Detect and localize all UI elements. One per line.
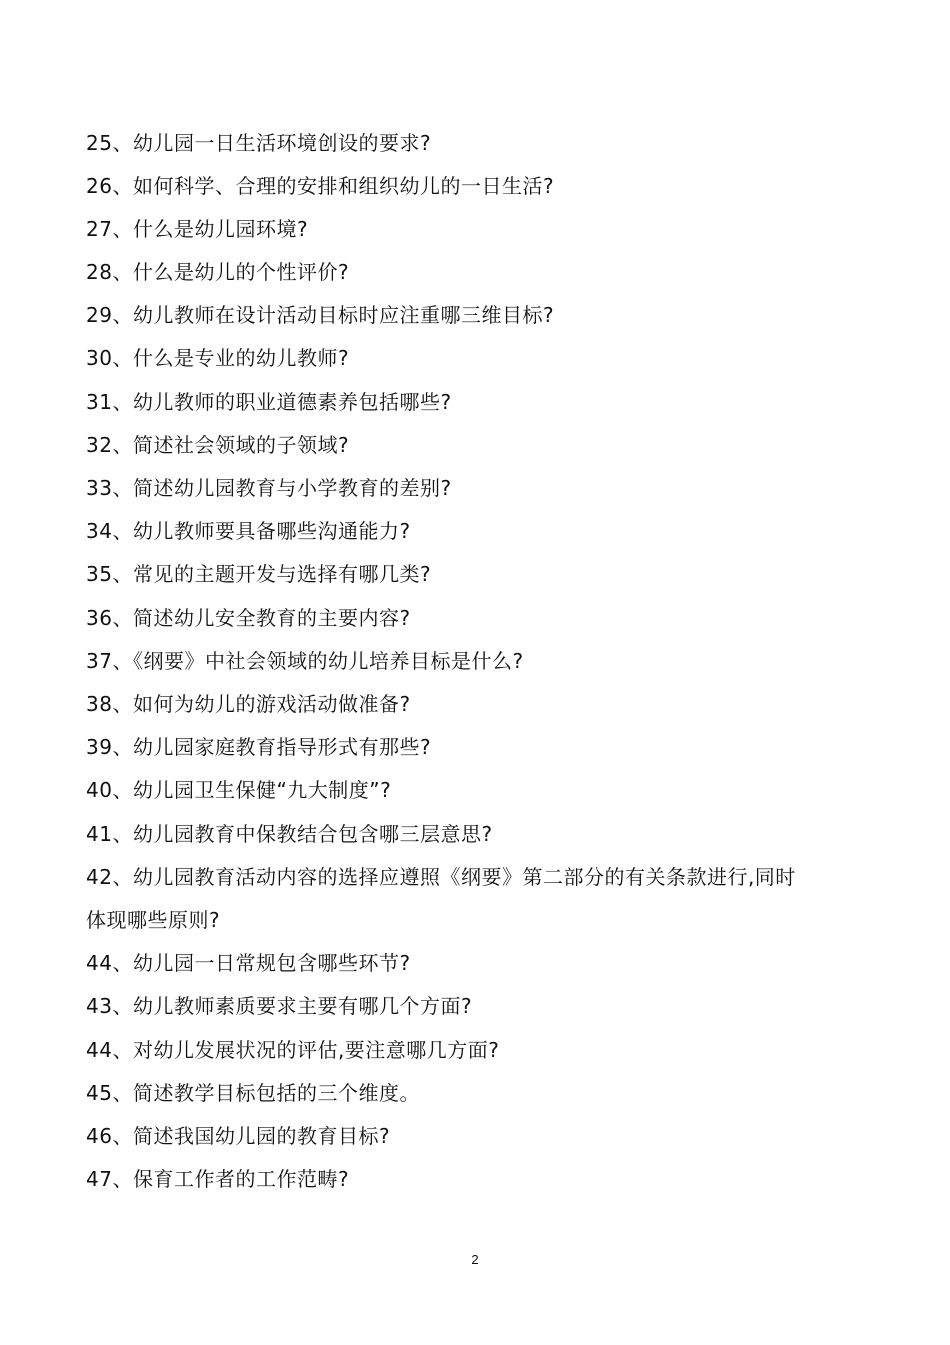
- question-line: 29、幼儿教师在设计活动目标时应注重哪三维目标?: [86, 303, 555, 327]
- question-line: 47、保育工作者的工作范畴?: [86, 1167, 350, 1191]
- question-line: 26、如何科学、合理的安排和组织幼儿的一日生活?: [86, 174, 555, 198]
- page-number: 2: [471, 1252, 479, 1267]
- question-line: 33、简述幼儿园教育与小学教育的差别?: [86, 476, 452, 500]
- question-line: 43、幼儿教师素质要求主要有哪几个方面?: [86, 994, 473, 1018]
- question-line: 39、幼儿园家庭教育指导形式有那些?: [86, 735, 432, 759]
- question-line: 30、什么是专业的幼儿教师?: [86, 346, 350, 370]
- question-line: 31、幼儿教师的职业道德素养包括哪些?: [86, 390, 452, 414]
- question-line: 27、什么是幼儿园环境?: [86, 217, 309, 241]
- question-line: 46、简述我国幼儿园的教育目标?: [86, 1124, 391, 1148]
- question-line: 44、对幼儿发展状况的评估,要注意哪几方面?: [86, 1038, 500, 1062]
- question-line: 40、幼儿园卫生保健“九大制度”?: [86, 778, 392, 802]
- question-line: 25、幼儿园一日生活环境创设的要求?: [86, 131, 432, 155]
- question-line: 42、幼儿园教育活动内容的选择应遵照《纲要》第二部分的有关条款进行,同时: [86, 865, 796, 889]
- question-line: 38、如何为幼儿的游戏活动做准备?: [86, 692, 411, 716]
- question-line: 41、幼儿园教育中保教结合包含哪三层意思?: [86, 822, 493, 846]
- question-line: 35、常见的主题开发与选择有哪几类?: [86, 562, 432, 586]
- question-line: 28、什么是幼儿的个性评价?: [86, 260, 350, 284]
- question-line: 44、幼儿园一日常规包含哪些环节?: [86, 951, 411, 975]
- question-line: 34、幼儿教师要具备哪些沟通能力?: [86, 519, 411, 543]
- question-line: 37、《纲要》中社会领域的幼儿培养目标是什么?: [86, 649, 524, 673]
- question-line: 45、简述教学目标包括的三个维度。: [86, 1081, 420, 1105]
- question-line: 36、简述幼儿安全教育的主要内容?: [86, 606, 411, 630]
- question-line-continuation: 体现哪些原则?: [86, 908, 221, 932]
- question-line: 32、简述社会领域的子领域?: [86, 433, 350, 457]
